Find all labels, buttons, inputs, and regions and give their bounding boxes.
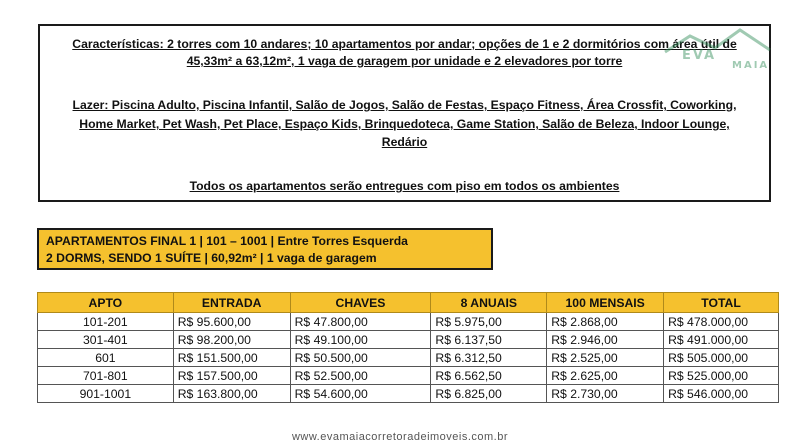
cell-entrada: R$ 163.800,00 <box>173 385 290 403</box>
cell-apto: 101-201 <box>38 313 174 331</box>
cell-mensais: R$ 2.625,00 <box>547 367 664 385</box>
cell-entrada: R$ 98.200,00 <box>173 331 290 349</box>
header-anuais: 8 ANUAIS <box>431 293 547 313</box>
characteristics-line-1: Características: 2 torres com 10 andares; 10 apartamentos por andar; opções de 1 e 2 dormitórios com área útil de <box>72 37 737 51</box>
apartment-summary-line-1: APARTAMENTOS FINAL 1 | 101 – 1001 | Entre Torres Esquerda <box>46 234 408 248</box>
cell-entrada: R$ 95.600,00 <box>173 313 290 331</box>
header-apto: APTO <box>38 293 174 313</box>
cell-entrada: R$ 157.500,00 <box>173 367 290 385</box>
apartment-summary-line-2: 2 DORMS, SENDO 1 SUÍTE | 60,92m² | 1 vaga de garagem <box>46 251 377 265</box>
cell-mensais: R$ 2.730,00 <box>547 385 664 403</box>
cell-anuais: R$ 6.562,50 <box>431 367 547 385</box>
header-mensais: 100 MENSAIS <box>547 293 664 313</box>
cell-anuais: R$ 5.975,00 <box>431 313 547 331</box>
table-row <box>38 349 779 367</box>
cell-total: R$ 505.000,00 <box>664 349 779 367</box>
table-row <box>38 331 779 349</box>
cell-anuais: R$ 6.137,50 <box>431 331 547 349</box>
footer-url: www.evamaiacorretoradeimoveis.com.br <box>291 431 509 443</box>
header-total: TOTAL <box>664 293 779 313</box>
cell-total: R$ 546.000,00 <box>664 385 779 403</box>
eva-maia-logo <box>660 26 775 74</box>
cell-mensais: R$ 2.868,00 <box>547 313 664 331</box>
cell-chaves: R$ 49.100,00 <box>290 331 431 349</box>
leisure-line-1: Lazer: Piscina Adulto, Piscina Infantil, Salão de Jogos, Salão de Festas, Espaço Fitness, Área Crossfit, Coworking, <box>72 98 737 112</box>
flooring-note: Todos os apartamentos serão entregues com piso em todos os ambientes <box>189 179 620 193</box>
cell-chaves: R$ 47.800,00 <box>290 313 431 331</box>
house-roof-icon <box>660 26 775 56</box>
table-row <box>38 367 779 385</box>
cell-apto: 601 <box>38 349 174 367</box>
cell-apto: 701-801 <box>38 367 174 385</box>
leisure-line-2: Home Market, Pet Wash, Pet Place, Espaço Kids, Brinquedoteca, Game Station, Salão de Beleza, Indoor Lounge, <box>79 117 730 131</box>
cell-chaves: R$ 50.500,00 <box>290 349 431 367</box>
header-entrada: ENTRADA <box>173 293 290 313</box>
characteristics-line-2: 45,33m² a 63,12m², 1 vaga de garagem por unidade e 2 elevadores por torre <box>186 54 623 68</box>
cell-chaves: R$ 54.600,00 <box>290 385 431 403</box>
cell-total: R$ 525.000,00 <box>664 367 779 385</box>
cell-chaves: R$ 52.500,00 <box>290 367 431 385</box>
price-table-header <box>38 293 779 313</box>
price-table <box>37 292 779 403</box>
header-chaves: CHAVES <box>290 293 431 313</box>
apartment-summary-box <box>37 228 493 270</box>
cell-total: R$ 478.000,00 <box>664 313 779 331</box>
cell-anuais: R$ 6.825,00 <box>431 385 547 403</box>
cell-apto: 301-401 <box>38 331 174 349</box>
cell-apto: 901-1001 <box>38 385 174 403</box>
logo-brand-text: EVA <box>682 48 717 63</box>
cell-entrada: R$ 151.500,00 <box>173 349 290 367</box>
cell-mensais: R$ 2.946,00 <box>547 331 664 349</box>
cell-anuais: R$ 6.312,50 <box>431 349 547 367</box>
logo-brand-subtext: MAIA <box>732 60 770 71</box>
leisure-line-3: Redário <box>381 135 428 149</box>
table-row <box>38 385 779 403</box>
table-row <box>38 313 779 331</box>
cell-mensais: R$ 2.525,00 <box>547 349 664 367</box>
cell-total: R$ 491.000,00 <box>664 331 779 349</box>
